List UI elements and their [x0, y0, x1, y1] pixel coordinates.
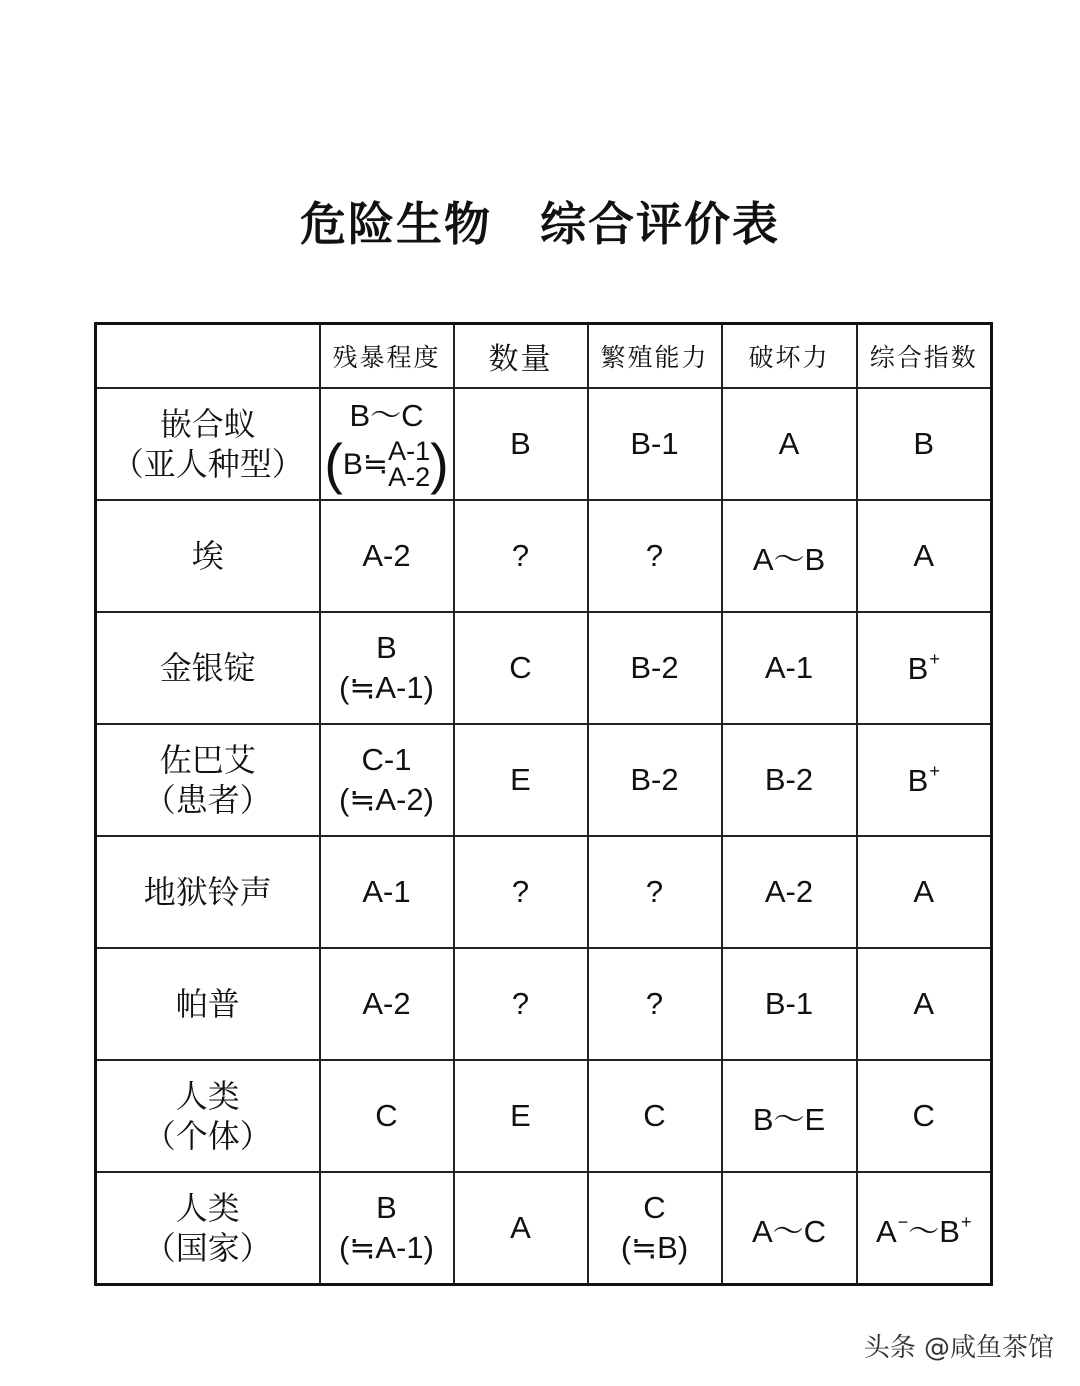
count-cell: E	[454, 724, 588, 836]
header-blank	[96, 324, 320, 389]
cruelty-cell: C-1 (≒A-2)	[320, 724, 454, 836]
destruction-cell: A～B	[722, 500, 857, 612]
breeding-cell: C (≒B)	[588, 1172, 722, 1285]
count-cell: ?	[454, 500, 588, 612]
overall-cell: A−～B+	[857, 1172, 992, 1285]
evaluation-table	[94, 322, 993, 1286]
creature-name: 佐巴艾 （患者）	[96, 724, 320, 836]
header-count: 数量	[454, 324, 588, 389]
watermark: 头条 @咸鱼茶馆	[863, 1333, 1054, 1363]
count-cell: A	[454, 1172, 588, 1285]
table-row	[96, 948, 992, 1060]
destruction-cell: A-2	[722, 836, 857, 948]
cruelty-cell: B (≒A-1)	[320, 612, 454, 724]
creature-name: 嵌合蚁 （亚人种型）	[96, 388, 320, 500]
cruelty-cell: A-2	[320, 500, 454, 612]
overall-cell: C	[857, 1060, 992, 1172]
table-row	[96, 1060, 992, 1172]
header-breeding: 繁殖能力	[588, 324, 722, 389]
overall-cell: B	[857, 388, 992, 500]
table-row	[96, 388, 992, 500]
breeding-cell: ?	[588, 948, 722, 1060]
breeding-cell: ?	[588, 500, 722, 612]
overall-cell: A	[857, 948, 992, 1060]
header-destruction: 破坏力	[722, 324, 857, 389]
destruction-cell: A	[722, 388, 857, 500]
breeding-cell: C	[588, 1060, 722, 1172]
table-header-row	[96, 324, 992, 389]
cruelty-detail: ( B≒ A-1 A-2 )	[324, 432, 449, 495]
overall-cell: A	[857, 500, 992, 612]
creature-name: 地狱铃声	[96, 836, 320, 948]
overall-cell: B+	[857, 612, 992, 724]
overall-cell: B+	[857, 724, 992, 836]
creature-name: 人类 （国家）	[96, 1172, 320, 1285]
table-row	[96, 836, 992, 948]
destruction-cell: A～C	[722, 1172, 857, 1285]
destruction-cell: A-1	[722, 612, 857, 724]
table-row	[96, 500, 992, 612]
breeding-cell: B-2	[588, 612, 722, 724]
breeding-cell: B-1	[588, 388, 722, 500]
header-overall: 综合指数	[857, 324, 992, 389]
creature-name: 帕普	[96, 948, 320, 1060]
table-row	[96, 1172, 992, 1285]
cruelty-cell: C	[320, 1060, 454, 1172]
count-cell: ?	[454, 948, 588, 1060]
cruelty-cell: A-1	[320, 836, 454, 948]
destruction-cell: B～E	[722, 1060, 857, 1172]
table-row	[96, 612, 992, 724]
header-cruelty: 残暴程度	[320, 324, 454, 389]
count-cell: E	[454, 1060, 588, 1172]
count-cell: B	[454, 388, 588, 500]
breeding-cell: B-2	[588, 724, 722, 836]
creature-name: 金银锭	[96, 612, 320, 724]
creature-name: 埃	[96, 500, 320, 612]
count-cell: ?	[454, 836, 588, 948]
creature-name: 人类 （个体）	[96, 1060, 320, 1172]
count-cell: C	[454, 612, 588, 724]
cruelty-cell: B (≒A-1)	[320, 1172, 454, 1285]
overall-cell: A	[857, 836, 992, 948]
cruelty-cell: B～C ( B≒ A-1 A-2 )	[320, 388, 454, 500]
destruction-cell: B-1	[722, 948, 857, 1060]
table-row	[96, 724, 992, 836]
page-title: 危险生物 综合评价表	[300, 197, 780, 251]
destruction-cell: B-2	[722, 724, 857, 836]
breeding-cell: ?	[588, 836, 722, 948]
cruelty-cell: A-2	[320, 948, 454, 1060]
